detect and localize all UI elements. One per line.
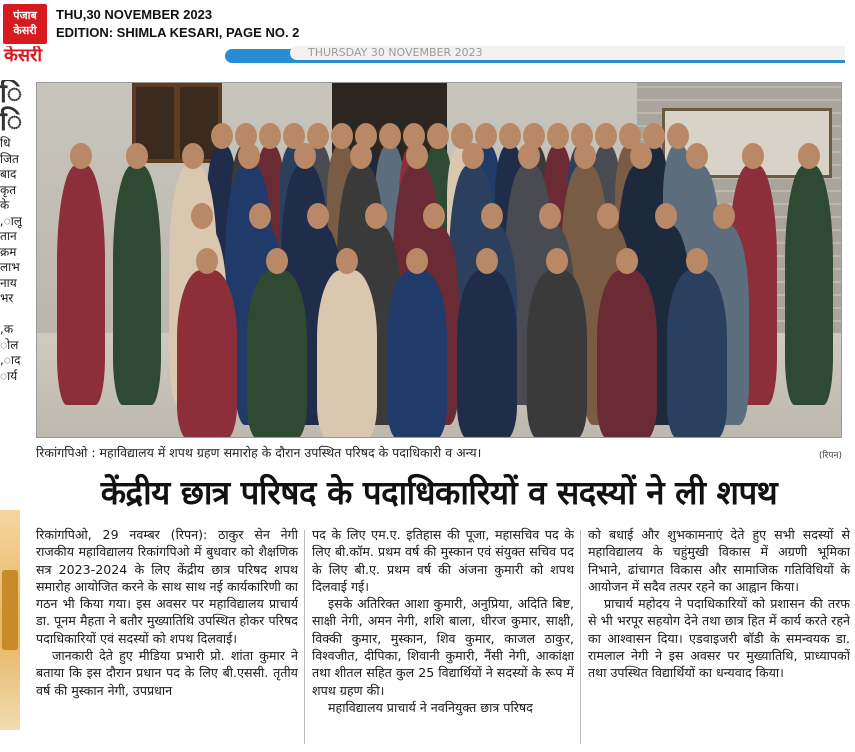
- person-head: [350, 143, 372, 169]
- fragment-line: ालू,: [0, 213, 22, 228]
- person-silhouette: [457, 270, 517, 438]
- article-column-2: [312, 526, 574, 748]
- person-silhouette: [317, 270, 377, 438]
- clipping-meta: [56, 6, 299, 42]
- edition-line: EDITION: SHIMLA KESARI, PAGE NO. 2: [56, 25, 300, 40]
- person-head: [379, 123, 401, 149]
- person-head: [182, 143, 204, 169]
- fragment-line: क्रम: [0, 244, 17, 259]
- person-head: [686, 248, 708, 274]
- person-head: [406, 248, 428, 274]
- adjacent-advertisement: [0, 510, 20, 730]
- masthead-strip-text: THURSDAY 30 NOVEMBER 2023: [290, 46, 845, 60]
- person-head: [406, 143, 428, 169]
- person-silhouette: [113, 165, 161, 405]
- person-head: [307, 203, 329, 229]
- fragment-line: लाभ: [0, 260, 20, 274]
- logo-line-2: केसरी: [13, 24, 37, 37]
- person-head: [476, 248, 498, 274]
- column-divider: [580, 530, 581, 744]
- person-head: [798, 143, 820, 169]
- column-divider: [304, 530, 305, 744]
- person-head: [597, 203, 619, 229]
- person-head: [667, 123, 689, 149]
- person-head: [365, 203, 387, 229]
- ad-graphic: [2, 570, 18, 650]
- fragment-line: जित: [0, 151, 19, 166]
- person-head: [546, 248, 568, 274]
- person-silhouette: [527, 270, 587, 438]
- person-head: [655, 203, 677, 229]
- paragraph: इसके अतिरिक्त आशा कुमारी, अनुप्रिया, अदिति बिष्ट, साक्षी नेगी, अमन नेगी, शशि बाला, धीरज कुमार, साक्षी, विक्की कुमार, मुस्कान, शिव कुमार, काजल ठाकुर, विश्वजीत, दीपिका, शिवानी कुमारी, नैंसी नेगी, आकांक्षा तथा शीतल सहित कुल 25 विद्यार्थियों ने सदस्यों के रूप में शपथ ग्रहण की।: [312, 596, 574, 698]
- paragraph: महाविद्यालय प्राचार्य ने नवनियुक्त छात्र परिषद: [328, 699, 533, 715]
- fragment-line: कृत: [0, 182, 17, 197]
- fragment-line: बाद: [0, 167, 17, 181]
- person-silhouette: [597, 270, 657, 438]
- photo-caption-row: [36, 444, 842, 464]
- person-silhouette: [387, 270, 447, 438]
- person-head: [481, 203, 503, 229]
- person-head: [713, 203, 735, 229]
- paragraph: को बधाई और शुभकामनाएं देते हुए सभी सदस्यों से महाविद्यालय के चहुंमुखी विकास में अग्रणी भूमिका निभाने, ढांचागत विकास और सामाजिक गतिविधियों के आयोजन में सदैव तत्पर रहने का आह्वान किया।: [588, 527, 850, 594]
- person-head: [518, 143, 540, 169]
- adjacent-text-lines: [0, 136, 22, 384]
- person-head: [539, 203, 561, 229]
- fragment-line: नाय: [0, 275, 17, 290]
- person-head: [266, 248, 288, 274]
- person-head: [423, 203, 445, 229]
- paragraph: पद के लिए एम.ए. इतिहास की पूजा, महासचिव पद के लिए बी.कॉम. प्रथम वर्ष की मुस्कान एवं संयुक्त सचिव पद के लिए बी.ए. प्रथम वर्ष की अंजना कुमारी को शपथ दिलवाई गई।: [312, 527, 574, 594]
- date-line: THU,30 NOVEMBER 2023: [56, 7, 213, 22]
- article-body: [36, 526, 850, 748]
- fragment-line: ाद,: [0, 353, 21, 367]
- person-head: [126, 143, 148, 169]
- fragment-line: भर: [0, 291, 14, 305]
- person-head: [249, 203, 271, 229]
- newspaper-logo: [3, 4, 47, 44]
- person-head: [616, 248, 638, 274]
- person-head: [686, 143, 708, 169]
- person-head: [211, 123, 233, 149]
- fragment-line: तान: [0, 229, 17, 243]
- person-silhouette: [247, 270, 307, 438]
- photo-credit: (रिपन): [818, 451, 842, 461]
- person-head: [595, 123, 617, 149]
- person-head: [462, 143, 484, 169]
- person-silhouette: [785, 165, 833, 405]
- person-head: [427, 123, 449, 149]
- adjacent-article-fragment: [0, 80, 22, 730]
- news-photo: [36, 82, 842, 438]
- person-head: [196, 248, 218, 274]
- article-column-3: [588, 526, 850, 748]
- person-head: [191, 203, 213, 229]
- paragraph: रिकांगपिओ, 29 नवम्बर (रिपन): ठाकुर सेन नेगी राजकीय महाविद्यालय रिकांगपिओ में बुधवार को शैक्षणिक सत्र 2023-2024 के लिए केंद्रीय छात्र परिषद शपथ समारोह आयोजित करने के साथ साथ नई कार्यकारिणी का गठन भी किया गया। इस अवसर पर महाविद्यालय प्राचार्य डा. पूनम मैहता ने बतौर मुख्यातिथि उपस्थित होकर परिषद पदाधिकारियों एवं सदस्यों को शपथ दिलवाई।: [36, 527, 298, 646]
- fragment-line: क,: [0, 322, 14, 336]
- fragment-line: [0, 307, 22, 323]
- person-head: [630, 143, 652, 169]
- fragment-line: ार्य: [0, 368, 18, 383]
- photo-caption: रिकांगपिओ : महाविद्यालय में शपथ ग्रहण समारोह के दौरान उपस्थित परिषद के पदाधिकारी व अन्य।: [36, 445, 482, 460]
- person-head: [547, 123, 569, 149]
- masthead-label: केसरी: [0, 46, 105, 66]
- person-head: [336, 248, 358, 274]
- person-head: [574, 143, 596, 169]
- person-silhouette: [57, 165, 105, 405]
- article-column-1: [36, 526, 298, 748]
- person-head: [294, 143, 316, 169]
- page-masthead: [0, 46, 855, 68]
- logo-line-1: पंजाब: [13, 9, 37, 22]
- person-head: [238, 143, 260, 169]
- person-silhouette: [667, 270, 727, 438]
- clipping-header: [0, 0, 855, 46]
- person-head: [259, 123, 281, 149]
- person-head: [499, 123, 521, 149]
- fragment-line: के: [0, 198, 10, 212]
- paragraph: प्राचार्य महोदय ने पदाधिकारियों को प्रशासन की तरफ से भी भरपूर सहयोग देने तथा छात्र हित में कार्य करते रहने का आश्वासन दिया। एडवाइजरी बॉडी के समन्वयक डा. रामलाल नेगी ने इस अवसर पर मुख्यातिथि, प्राध्यापकों तथा उपस्थित विद्यार्थियों का धन्यवाद किया।: [588, 596, 850, 681]
- adjacent-headline-fragment: ि ि: [0, 80, 22, 137]
- person-head: [742, 143, 764, 169]
- person-silhouette: [177, 270, 237, 438]
- fragment-line: ोल: [0, 337, 19, 352]
- person-head: [70, 143, 92, 169]
- person-head: [331, 123, 353, 149]
- article-headline: केंद्रीय छात्र परिषद के पदाधिकारियों व सदस्यों ने ली शपथ: [100, 473, 778, 512]
- paragraph: जानकारी देते हुए मीडिया प्रभारी प्रो. शांता कुमार ने बताया कि इस दौरान प्रधान पद के लिए बी.एससी. तृतीय वर्ष की मुस्कान नेगी, उपप्रधान: [36, 648, 298, 698]
- fragment-line: धि: [0, 136, 11, 150]
